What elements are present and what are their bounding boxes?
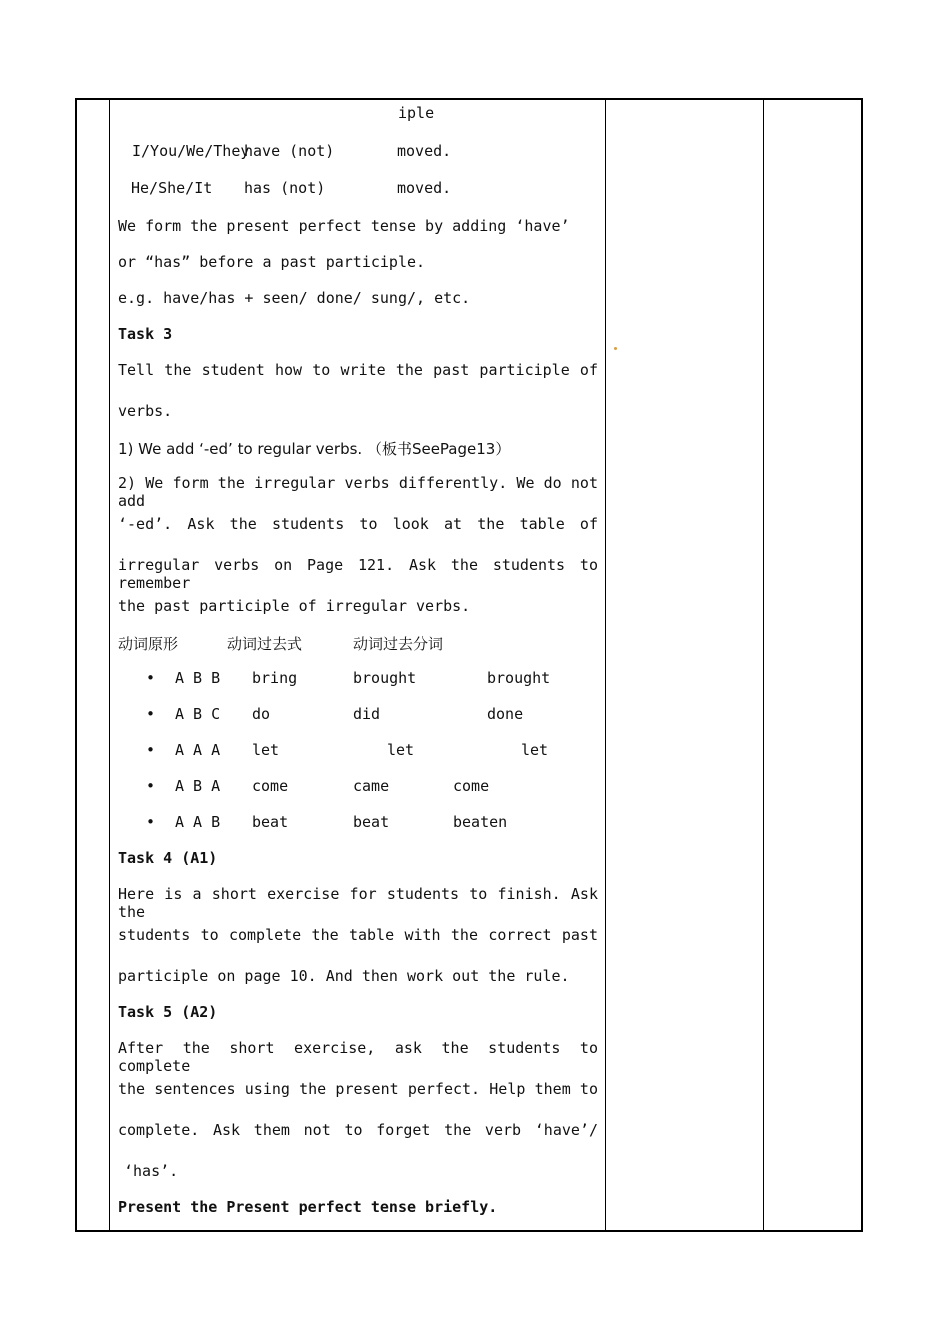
task4-line-3: participle on page 10. And then work out the rule. [118,967,570,985]
bullet-icon: • [146,741,156,759]
task3-rule2-d: the past participle of irregular verbs. [118,597,471,615]
explanation-line-2: or “has” before a past participle. [118,253,426,271]
task5-line-3: complete. Ask them not to forget the verb ‘have’/ [118,1121,598,1139]
column-divider-1 [109,98,110,1232]
closing-line: Present the Present perfect tense briefly. [118,1198,498,1216]
bullet-icon: • [146,777,156,795]
bullet-icon: • [146,705,156,723]
verb-row: • A B C do did done [146,705,524,723]
column-divider-2 [605,98,606,1232]
bullet-icon: • [146,669,156,687]
task4-line-2: students to complete the table with the correct past [118,926,598,944]
task5-line-4: ‘has’. [124,1162,179,1180]
header-fragment: iple [398,104,435,122]
task3-intro-a: Tell the student how to write the past participle of [118,361,598,379]
verb-row: • A A B beat beat beaten [146,813,508,831]
bullet-icon: • [146,813,156,831]
task3-rule1: 1) We add ‘-ed’ to regular verbs. （板书SeePage13） [118,440,511,458]
stray-mark [614,347,617,350]
task5-line-2: the sentences using the present perfect. Help them to [118,1080,598,1098]
task4-title: Task 4 (A1) [118,849,218,867]
task3-intro-b: verbs. [118,402,173,420]
task3-rule2-a: 2) We form the irregular verbs differently. We do not add [118,474,598,510]
task3-rule2-c: irregular verbs on Page 121. Ask the students to remember [118,556,598,592]
task5-line-1: After the short exercise, ask the students to complete [118,1039,598,1075]
task5-title: Task 5 (A2) [118,1003,218,1021]
column-divider-3 [763,98,764,1232]
example-line: e.g. have/has + seen/ done/ sung/, etc. [118,289,471,307]
verb-row: • A B B bring brought brought [146,669,551,687]
task3-title: Task 3 [118,325,173,343]
explanation-line-1: We form the present perfect tense by adding ‘have’ [118,217,570,235]
verb-row: • A A A let let let [146,741,549,759]
task4-line-1: Here is a short exercise for students to finish. Ask the [118,885,598,921]
task3-rule2-b: ‘-ed’. Ask the students to look at the table of [118,515,598,533]
verb-row: • A B A come came come [146,777,490,795]
